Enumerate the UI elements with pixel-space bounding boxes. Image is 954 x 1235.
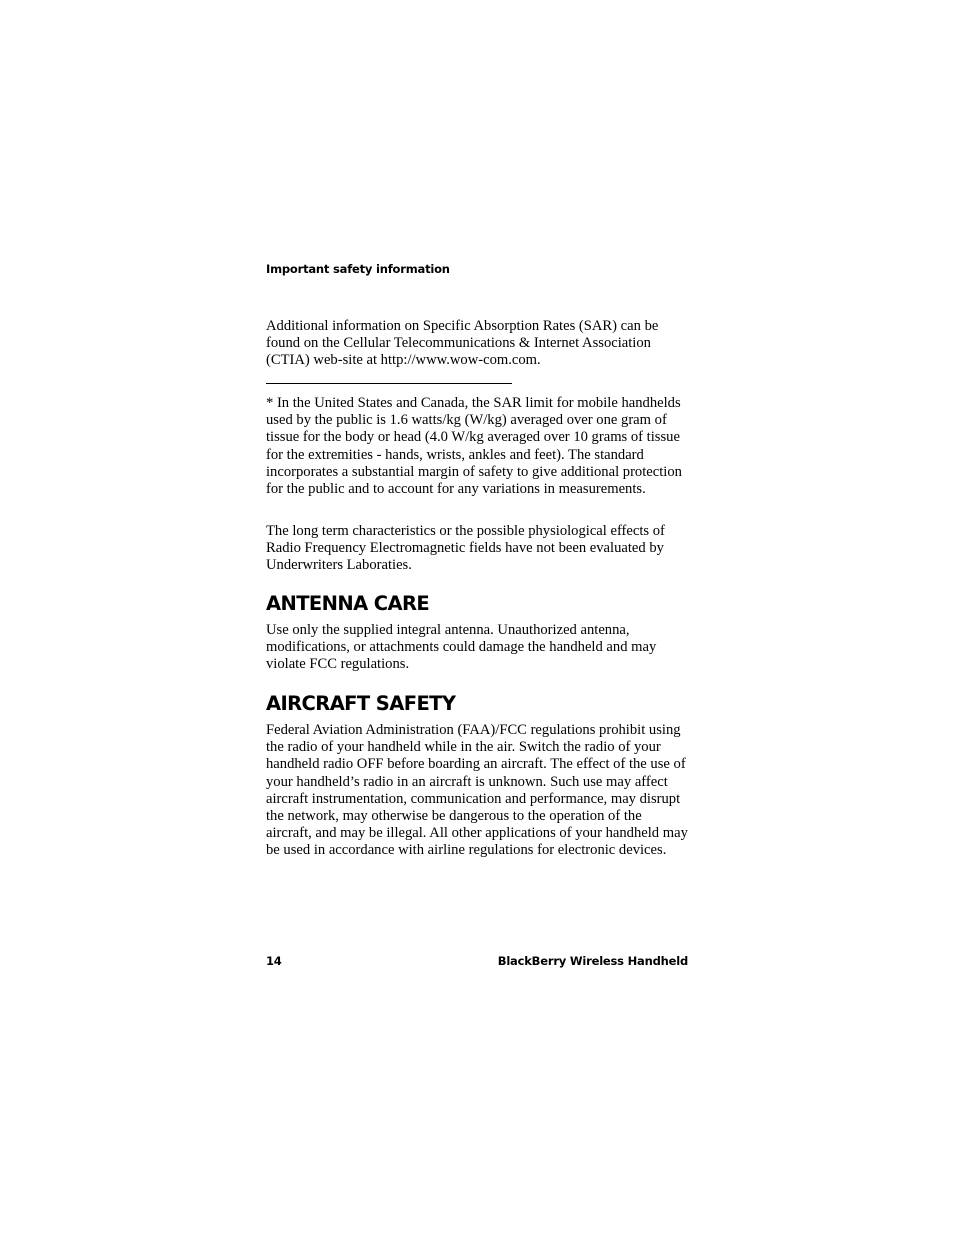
footnote-divider bbox=[266, 383, 512, 384]
antenna-care-paragraph: Use only the supplied integral antenna. Unauthorized antenna, modifications, or attachments could damage the handheld and may violate FCC regulations. bbox=[266, 622, 657, 673]
sar-limit-footnote: * In the United States and Canada, the SAR limit for mobile handhelds used by the public is 1.6 watts/kg (W/kg) averaged over one gram of tissue for the body or head (4.0 W/kg averaged over 10 grams of tissue for the extremities - hands, wrists, ankles and feet). The standard incorporates a substantial margin of safety to give additional protection for the public and to account for any variations in measurements. bbox=[266, 395, 682, 498]
page-number: 14 bbox=[266, 954, 282, 968]
sar-info-paragraph: Additional information on Specific Absorption Rates (SAR) can be found on the Cellular Telecommunications & Internet Association (CTIA) web-site at http://www.wow-com.com. bbox=[266, 318, 659, 369]
document-page bbox=[266, 0, 688, 1235]
aircraft-safety-paragraph: Federal Aviation Administration (FAA)/FCC regulations prohibit using the radio of your handheld while in the air. Switch the radio of your handheld radio OFF before boarding an aircraft. The effect of the use of your handheld’s radio in an aircraft is unknown. Such use may affect aircraft instrumentation, communication and performance, may disrupt the network, may otherwise be dangerous to the operation of the aircraft, and may be illegal. All other applications of your handheld may be used in accordance with airline regulations for electronic devices. bbox=[266, 722, 688, 859]
running-header: Important safety information bbox=[266, 262, 450, 276]
document-title: BlackBerry Wireless Handheld bbox=[497, 954, 688, 968]
long-term-effects-paragraph: The long term characteristics or the possible physiological effects of Radio Frequency Electromagnetic fields have not been evaluated by Underwriters Laboraties. bbox=[266, 523, 665, 574]
antenna-care-heading: ANTENNA CARE bbox=[266, 592, 430, 615]
aircraft-safety-heading: AIRCRAFT SAFETY bbox=[266, 692, 456, 715]
